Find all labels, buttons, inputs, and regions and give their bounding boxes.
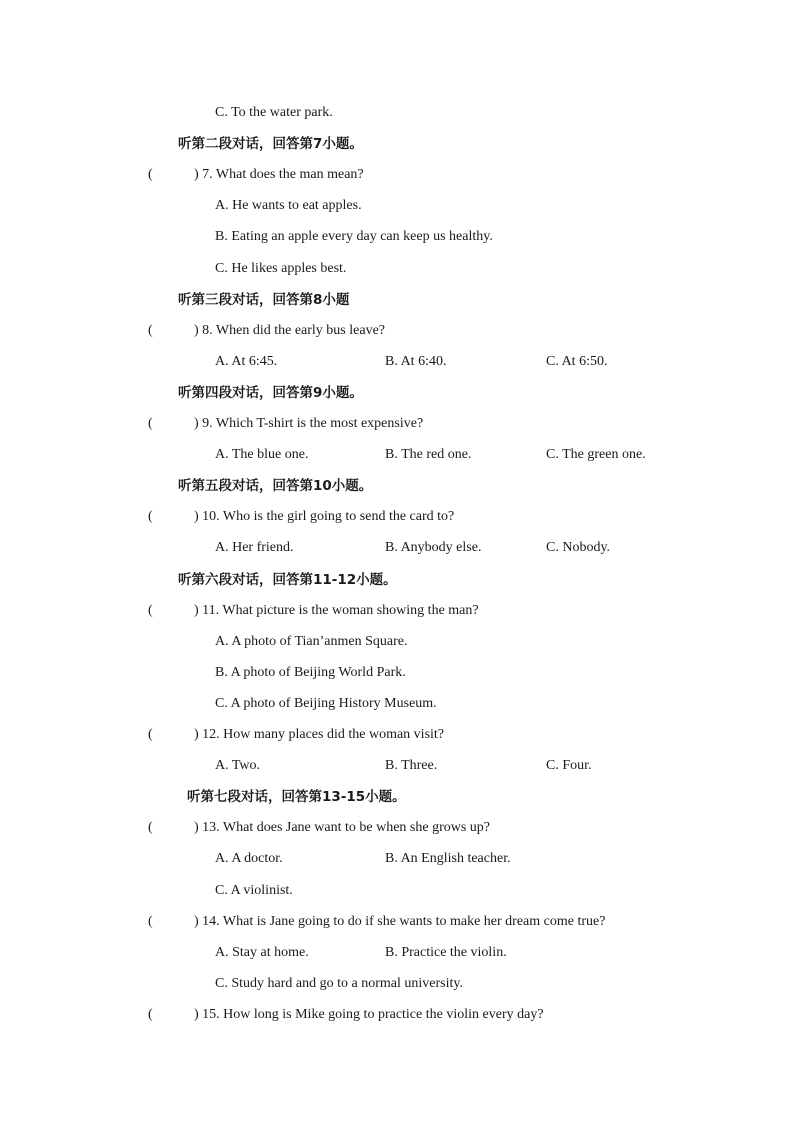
answer-option: A. Two.: [215, 758, 261, 774]
answer-option: B. An English teacher.: [385, 851, 511, 867]
question-text: ) 8. When did the early bus leave?: [194, 322, 386, 338]
section-header: 听第七段对话，回答第13-15小题。: [187, 789, 406, 806]
answer-option: B. Eating an apple every day can keep us healthy.: [215, 229, 493, 245]
answer-option: A. Her friend.: [215, 540, 294, 556]
answer-option: C. A photo of Beijing History Museum.: [215, 695, 437, 711]
answer-option: A. He wants to eat apples.: [215, 198, 362, 214]
answer-option: C. At 6:50.: [546, 353, 608, 369]
answer-option: B. Three.: [385, 758, 438, 774]
answer-blank-paren[interactable]: (: [148, 167, 153, 183]
section-header: 听第五段对话，回答第10小题。: [178, 478, 373, 495]
answer-option: C. Study hard and go to a normal university.: [215, 975, 463, 991]
answer-blank-paren[interactable]: (: [148, 602, 153, 618]
answer-blank-paren[interactable]: (: [148, 322, 153, 338]
question-text: ) 11. What picture is the woman showing the man?: [194, 602, 479, 618]
answer-option: B. The red one.: [385, 447, 472, 463]
section-header: 听第六段对话，回答第11-12小题。: [178, 571, 397, 588]
answer-blank-paren[interactable]: (: [148, 416, 153, 431]
answer-option: A. A doctor.: [215, 851, 283, 867]
question-text: ) 10. Who is the girl going to send the card to?: [194, 509, 455, 525]
answer-option: A. At 6:45.: [215, 353, 278, 369]
answer-option: A. A photo of Tian’anmen Square.: [215, 633, 408, 649]
answer-option: C. He likes apples best.: [215, 260, 347, 276]
answer-option: B. Practice the violin.: [385, 944, 507, 960]
answer-option: B. At 6:40.: [385, 353, 447, 369]
answer-option: A. Stay at home.: [215, 944, 309, 960]
answer-option: B. Anybody else.: [385, 540, 482, 556]
answer-option: C. The green one.: [546, 447, 646, 463]
answer-option: C. To the water park.: [215, 105, 333, 120]
question-text: ) 14. What is Jane going to do if she wants to make her dream come true?: [194, 913, 606, 929]
answer-blank-paren[interactable]: (: [148, 913, 153, 929]
answer-option: A. The blue one.: [215, 447, 309, 463]
answer-blank-paren[interactable]: (: [148, 820, 153, 836]
question-text: ) 13. What does Jane want to be when she grows up?: [194, 820, 491, 836]
section-header: 听第三段对话，回答第8小题: [178, 291, 350, 308]
answer-option: C. A violinist.: [215, 882, 293, 898]
answer-option: B. A photo of Beijing World Park.: [215, 664, 406, 680]
section-header: 听第二段对话，回答第7小题。: [178, 136, 363, 153]
question-text: ) 7. What does the man mean?: [194, 167, 364, 183]
answer-blank-paren[interactable]: (: [148, 1006, 153, 1022]
question-text: ) 15. How long is Mike going to practice the violin every day?: [194, 1006, 544, 1022]
answer-option: C. Four.: [546, 758, 592, 774]
answer-blank-paren[interactable]: (: [148, 509, 153, 525]
answer-blank-paren[interactable]: (: [148, 727, 153, 742]
answer-option: C. Nobody.: [546, 540, 611, 556]
question-text: ) 12. How many places did the woman visit?: [194, 727, 445, 742]
section-header: 听第四段对话，回答第9小题。: [178, 384, 363, 401]
question-text: ) 9. Which T-shirt is the most expensive?: [194, 416, 424, 431]
